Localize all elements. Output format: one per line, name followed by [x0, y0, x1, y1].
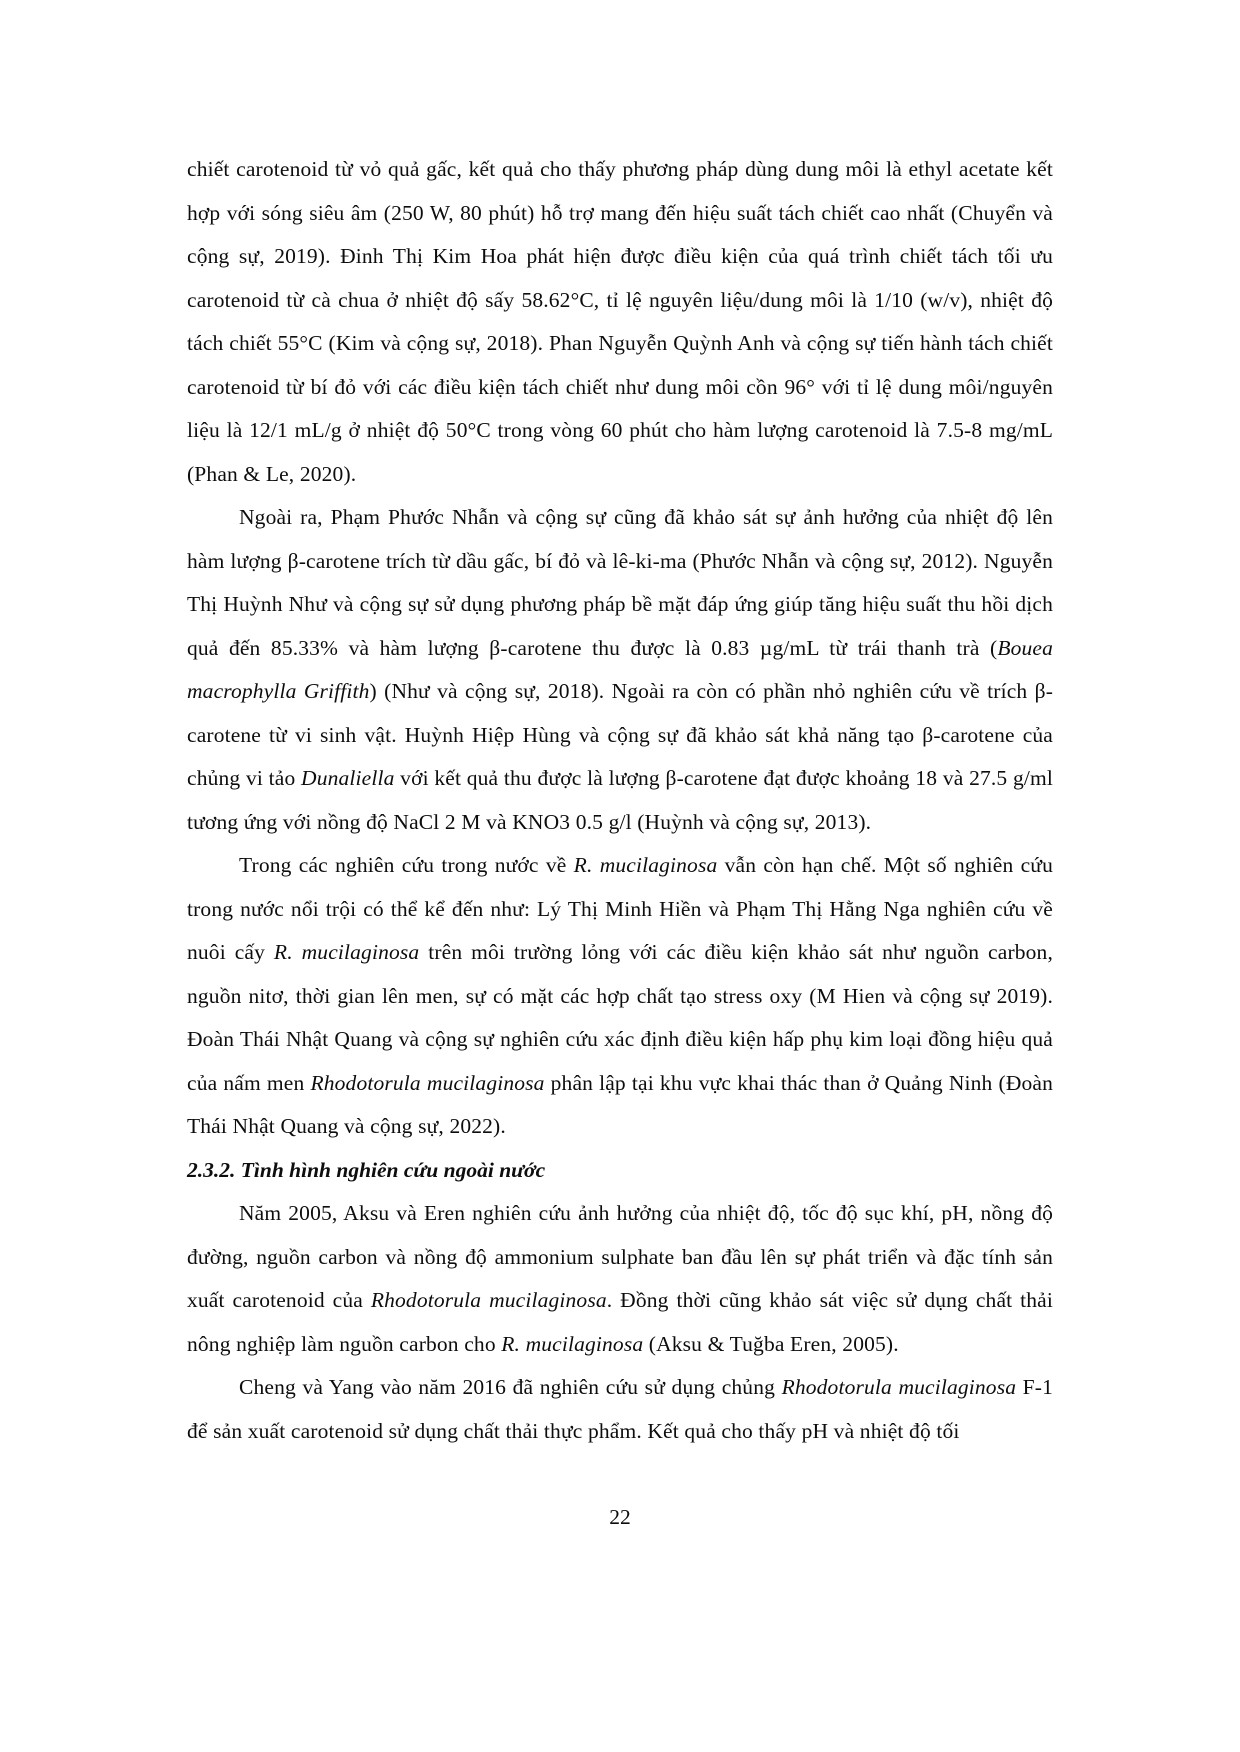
- species-name-r-mucilaginosa-3: R. mucilaginosa: [501, 1331, 644, 1356]
- paragraph-3: Trong các nghiên cứu trong nước về R. mucilaginosa vẫn còn hạn chế. Một số nghiên cứu trong nước nổi trội có thể kể đến như: Lý Thị Minh Hiền và Phạm Thị Hằng Nga nghiên cứu về nuôi cấy R. mucilaginosa trên môi trường lỏng với các điều kiện khảo sát như nguồn carbon, nguồn nitơ, thời gian lên men, sự có mặt các hợp chất tạo stress oxy (M Hien và cộng sự 2019). Đoàn Thái Nhật Quang và cộng sự nghiên cứu xác định điều kiện hấp phụ kim loại đồng hiệu quả của nấm men Rhodotorula mucilaginosa phân lập tại khu vực khai thác than ở Quảng Ninh (Đoàn Thái Nhật Quang và cộng sự, 2022).: [187, 853, 1053, 1138]
- page-number: 22: [609, 1505, 631, 1529]
- paragraph-4: Năm 2005, Aksu và Eren nghiên cứu ảnh hưởng của nhiệt độ, tốc độ sục khí, pH, nồng độ đường, nguồn carbon và nồng độ ammonium sulphate ban đầu lên sự phát triển và đặc tính sản xuất carotenoid của Rhodotorula mucilaginosa. Đồng thời cũng khảo sát việc sử dụng chất thải nông nghiệp làm nguồn carbon cho R. mucilaginosa (Aksu & Tuğba Eren, 2005).: [187, 1201, 1054, 1356]
- species-name-bouea: Bouea macrophylla Griffith: [187, 635, 1053, 703]
- paragraph-5: Cheng và Yang vào năm 2016 đã nghiên cứu sử dụng chủng Rhodotorula mucilaginosa F-1 để sản xuất carotenoid sử dụng chất thải thực phẩm. Kết quả cho thấy pH và nhiệt độ tối: [187, 1375, 1053, 1443]
- species-name-rhodotorula-1: Rhodotorula mucilaginosa: [310, 1070, 545, 1095]
- species-name-r-mucilaginosa-2: R. mucilaginosa: [273, 940, 420, 964]
- paragraph-2: Ngoài ra, Phạm Phước Nhẫn và cộng sự cũng đã khảo sát sự ảnh hưởng của nhiệt độ lên hàm lượng β-carotene trích từ dầu gấc, bí đỏ và lê-ki-ma (Phước Nhẫn và cộng sự, 2012). Nguyễn Thị Huỳnh Như và cộng sự sử dụng phương pháp bề mặt đáp ứng giúp tăng hiệu suất thu hồi dịch quả đến 85.33% và hàm lượng β-carotene thu được là 0.83 µg/mL từ trái thanh trà (Bouea macrophylla Griffith) (Như và cộng sự, 2018). Ngoài ra còn có phần nhỏ nghiên cứu về trích β-carotene từ vi sinh vật. Huỳnh Hiệp Hùng và cộng sự đã khảo sát khả năng tạo β-carotene của chủng vi tảo Dunaliella với kết quả thu được là lượng β-carotene đạt được khoảng 18 và 27.5 g/ml tương ứng với nồng độ NaCl 2 M và KNO3 0.5 g/l (Huỳnh và cộng sự, 2013).: [187, 505, 1054, 834]
- species-name-rhodotorula-2: Rhodotorula mucilaginosa: [370, 1288, 607, 1312]
- page-body: [187, 148, 1053, 1453]
- paragraph-1: chiết carotenoid từ vỏ quả gấc, kết quả cho thấy phương pháp dùng dung môi là ethyl acetate kết hợp với sóng siêu âm (250 W, 80 phút) hỗ trợ mang đến hiệu suất tách chiết cao nhất (Chuyển và cộng sự, 2019). Đinh Thị Kim Hoa phát hiện được điều kiện của quá trình chiết tách tối ưu carotenoid từ cà chua ở nhiệt độ sấy 58.62°C, tỉ lệ nguyên liệu/dung môi là 1/10 (w/v), nhiệt độ tách chiết 55°C (Kim và cộng sự, 2018). Phan Nguyễn Quỳnh Anh và cộng sự tiến hành tách chiết carotenoid từ bí đỏ với các điều kiện tách chiết như dung môi cồn 96° với tỉ lệ dung môi/nguyên liệu là 12/1 mL/g ở nhiệt độ 50°C trong vòng 60 phút cho hàm lượng carotenoid là 7.5-8 mg/mL (Phan & Le, 2020).: [187, 157, 1053, 486]
- section-subheading: 2.3.2. Tình hình nghiên cứu ngoài nước: [187, 1157, 546, 1182]
- species-name-dunaliella: Dunaliella: [301, 766, 395, 790]
- species-name-rhodotorula-3: Rhodotorula mucilaginosa: [781, 1375, 1017, 1399]
- species-name-r-mucilaginosa-1: R. mucilaginosa: [573, 853, 718, 877]
